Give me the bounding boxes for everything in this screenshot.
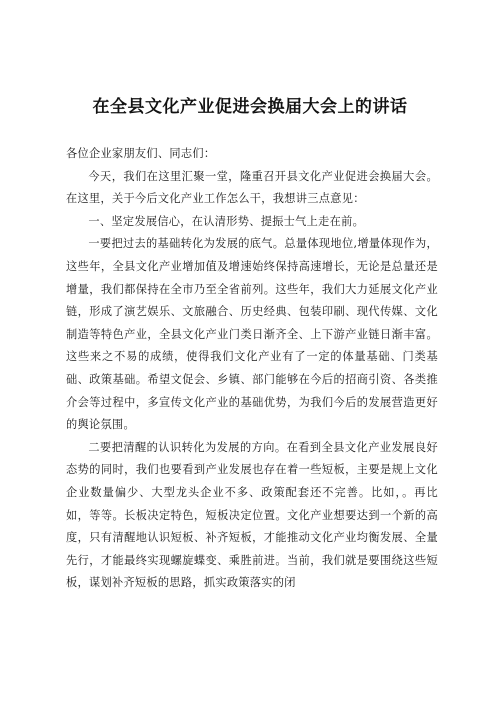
document-body [66,143,438,595]
document-title: 在全县文化产业促进会换届大会上的讲话 [92,97,408,117]
paragraph-4: 二要把清醒的认识转化为发展的方向。在看到全县文化产业发展良好态势的同时，我们也要看到产业发展也存在着一些短板，主要是规上文化企业数量偏少、大型龙头企业不多、政策配套还不完善。比如，。再比如，等等。长板决定特色，短板决定位置。文化产业想要达到一个新的高度，只有清醒地认识短板、补齐短板，才能推动文化产业均衡发展、全量先行，才能最终实现螺旋蝶变、乘胜前进。当前，我们就是要围绕这些短板，谋划补齐短板的思路，抓实政策落实的闭 [66,440,438,590]
paragraph-1: 今天，我们在这里汇聚一堂，隆重召开县文化产业促进会换届大会。在这里，关于今后文化产业工作怎么干，我想讲三点意见： [66,169,438,206]
salutation: 各位企业家朋友们、同志们： [66,147,216,160]
paragraph-3: 一要把过去的基础转化为发展的底气。总量体现地位,增量体现作为，这些年，全县文化产业增加值及增速始终保持高速增长，无论是总量还是增量，我们都保持在全市乃至全省前列。这些年，我们大力延展文化产业链，形成了演艺娱乐、文旅融合、历史经典、包装印刷、现代传媒、文化制造等特色产业，全县文化产业门类日渐齐全、上下游产业链日渐丰富。这些来之不易的成绩，使得我们文化产业有了一定的体量基础、门类基础、政策基础。希望文促会、乡镇、部门能够在今后的招商引资、各类推介会等过程中，多宣传文化产业的基础优势，为我们今后的发展营造更好的舆论氛围。 [66,237,438,432]
paragraph-2: 一、坚定发展信心，在认清形势、提振士气上走在前。 [88,214,365,228]
